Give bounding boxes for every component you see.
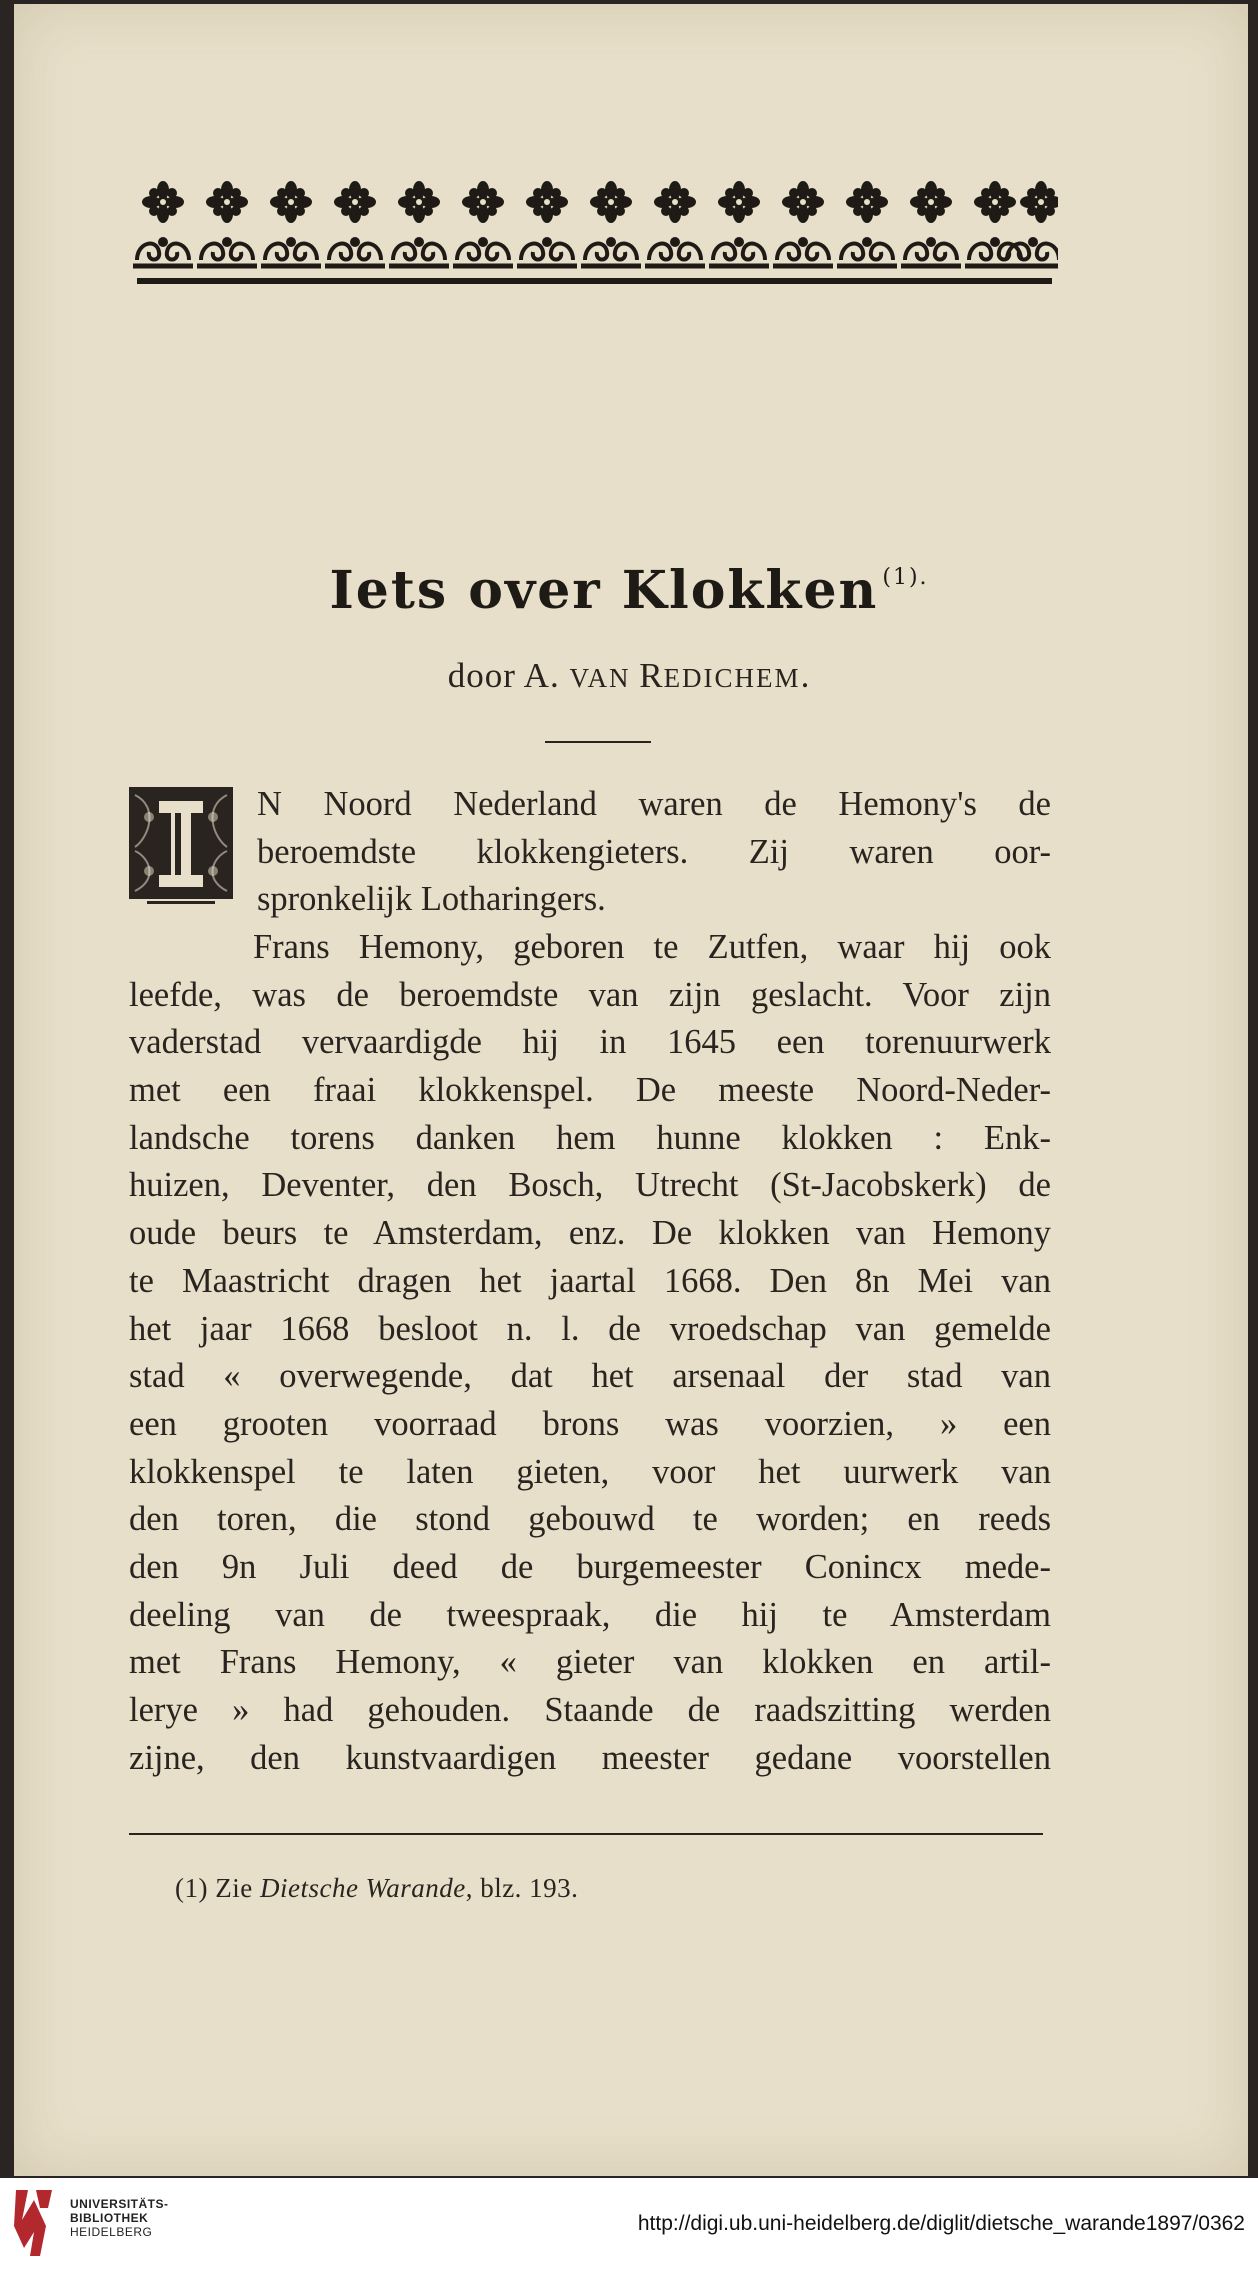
byline-name-part2: EDICHEM (663, 663, 801, 693)
text-line: lerye » had gehouden. Staande de raadszitting werden (129, 1691, 1051, 1729)
author-byline (0, 656, 1258, 696)
text-line: vaderstad vervaardigde hij in 1645 een torenuurwerk (129, 1023, 1051, 1062)
article-title-text: Iets over Klokken (329, 560, 879, 621)
text-line: stad « overwegende, dat het arsenaal der stad van (129, 1357, 1051, 1396)
library-line-1: UNIVERSITÄTS- (70, 2197, 169, 2211)
ornament-header-band (131, 176, 1058, 288)
byline-prefix: door A. (447, 656, 570, 695)
footnote-source: Dietsche Warande (259, 1873, 466, 1903)
library-line-2: BIBLIOTHEK (70, 2211, 149, 2225)
permalink-url[interactable]: http://digi.ub.uni-heidelberg.de/diglit/dietsche_warande1897/0362 (637, 2212, 1245, 2235)
ornament-top-row (142, 181, 1058, 223)
library-name (70, 2197, 169, 2239)
byline-name-part1: VAN (569, 663, 640, 693)
main-paragraph (129, 924, 1051, 1782)
text-line: het jaar 1668 besloot n. l. de vroedschap van gemelde (129, 1309, 1051, 1348)
text-line: zijne, den kunstvaardigen meester gedane voorstellen (129, 1738, 1051, 1777)
text-line: beroemdste klokkengieters. Zij waren oor- (257, 832, 1051, 871)
library-logo-icon (10, 2186, 58, 2258)
text-line: een grooten voorraad brons was voorzien, » een (129, 1404, 1051, 1443)
text-line: landsche torens danken hem hunne klokken : Enk- (129, 1118, 1051, 1157)
text-line: huizen, Deventer, den Bosch, Utrecht (St-Jacobskerk) de (129, 1166, 1051, 1205)
library-line-3: HEIDELBERG (70, 2225, 153, 2239)
text-line: spronkelijk Lotharingers. (257, 880, 606, 919)
text-line: met Frans Hemony, « gieter van klokken en artil- (129, 1643, 1051, 1682)
title-footnote-mark: (1). (882, 565, 929, 590)
text-line: Frans Hemony, geboren te Zutfen, waar hij ook (253, 928, 1051, 966)
footnote-separator-rule (129, 1833, 1043, 1835)
footnote-marker: (1) Zie (175, 1873, 260, 1903)
drop-cap-ornament (129, 787, 233, 909)
text-line: te Maastricht dragen het jaartal 1668. Den 8n Mei van (129, 1261, 1051, 1300)
footnote (175, 1873, 578, 1904)
text-line: den toren, die stond gebouwd te worden; en reeds (129, 1500, 1051, 1539)
opening-lines (257, 781, 1051, 924)
text-line: deeling van de tweespraak, die hij te Amsterdam (129, 1595, 1051, 1634)
footnote-rest: , blz. 193. (465, 1873, 579, 1903)
text-line: leefde, was de beroemdste van zijn geslacht. Voor zijn (129, 975, 1051, 1014)
title-separator-rule (545, 741, 651, 743)
ornament-underline (137, 278, 1052, 284)
ornament-bottom-row (133, 237, 1058, 266)
text-line: klokkenspel te laten gieten, voor het uurwerk van (129, 1452, 1051, 1491)
text-line: den 9n Juli deed de burgemeester Conincx mede- (129, 1547, 1051, 1586)
article-title (0, 560, 1258, 621)
text-line: oude beurs te Amsterdam, enz. De klokken van Hemony (129, 1214, 1051, 1253)
byline-name-initial: R (639, 656, 664, 695)
text-line: met een fraai klokkenspel. De meeste Noord-Neder- (129, 1071, 1051, 1110)
text-line: N Noord Nederland waren de Hemony's de (257, 785, 1051, 823)
byline-suffix: . (800, 656, 811, 695)
